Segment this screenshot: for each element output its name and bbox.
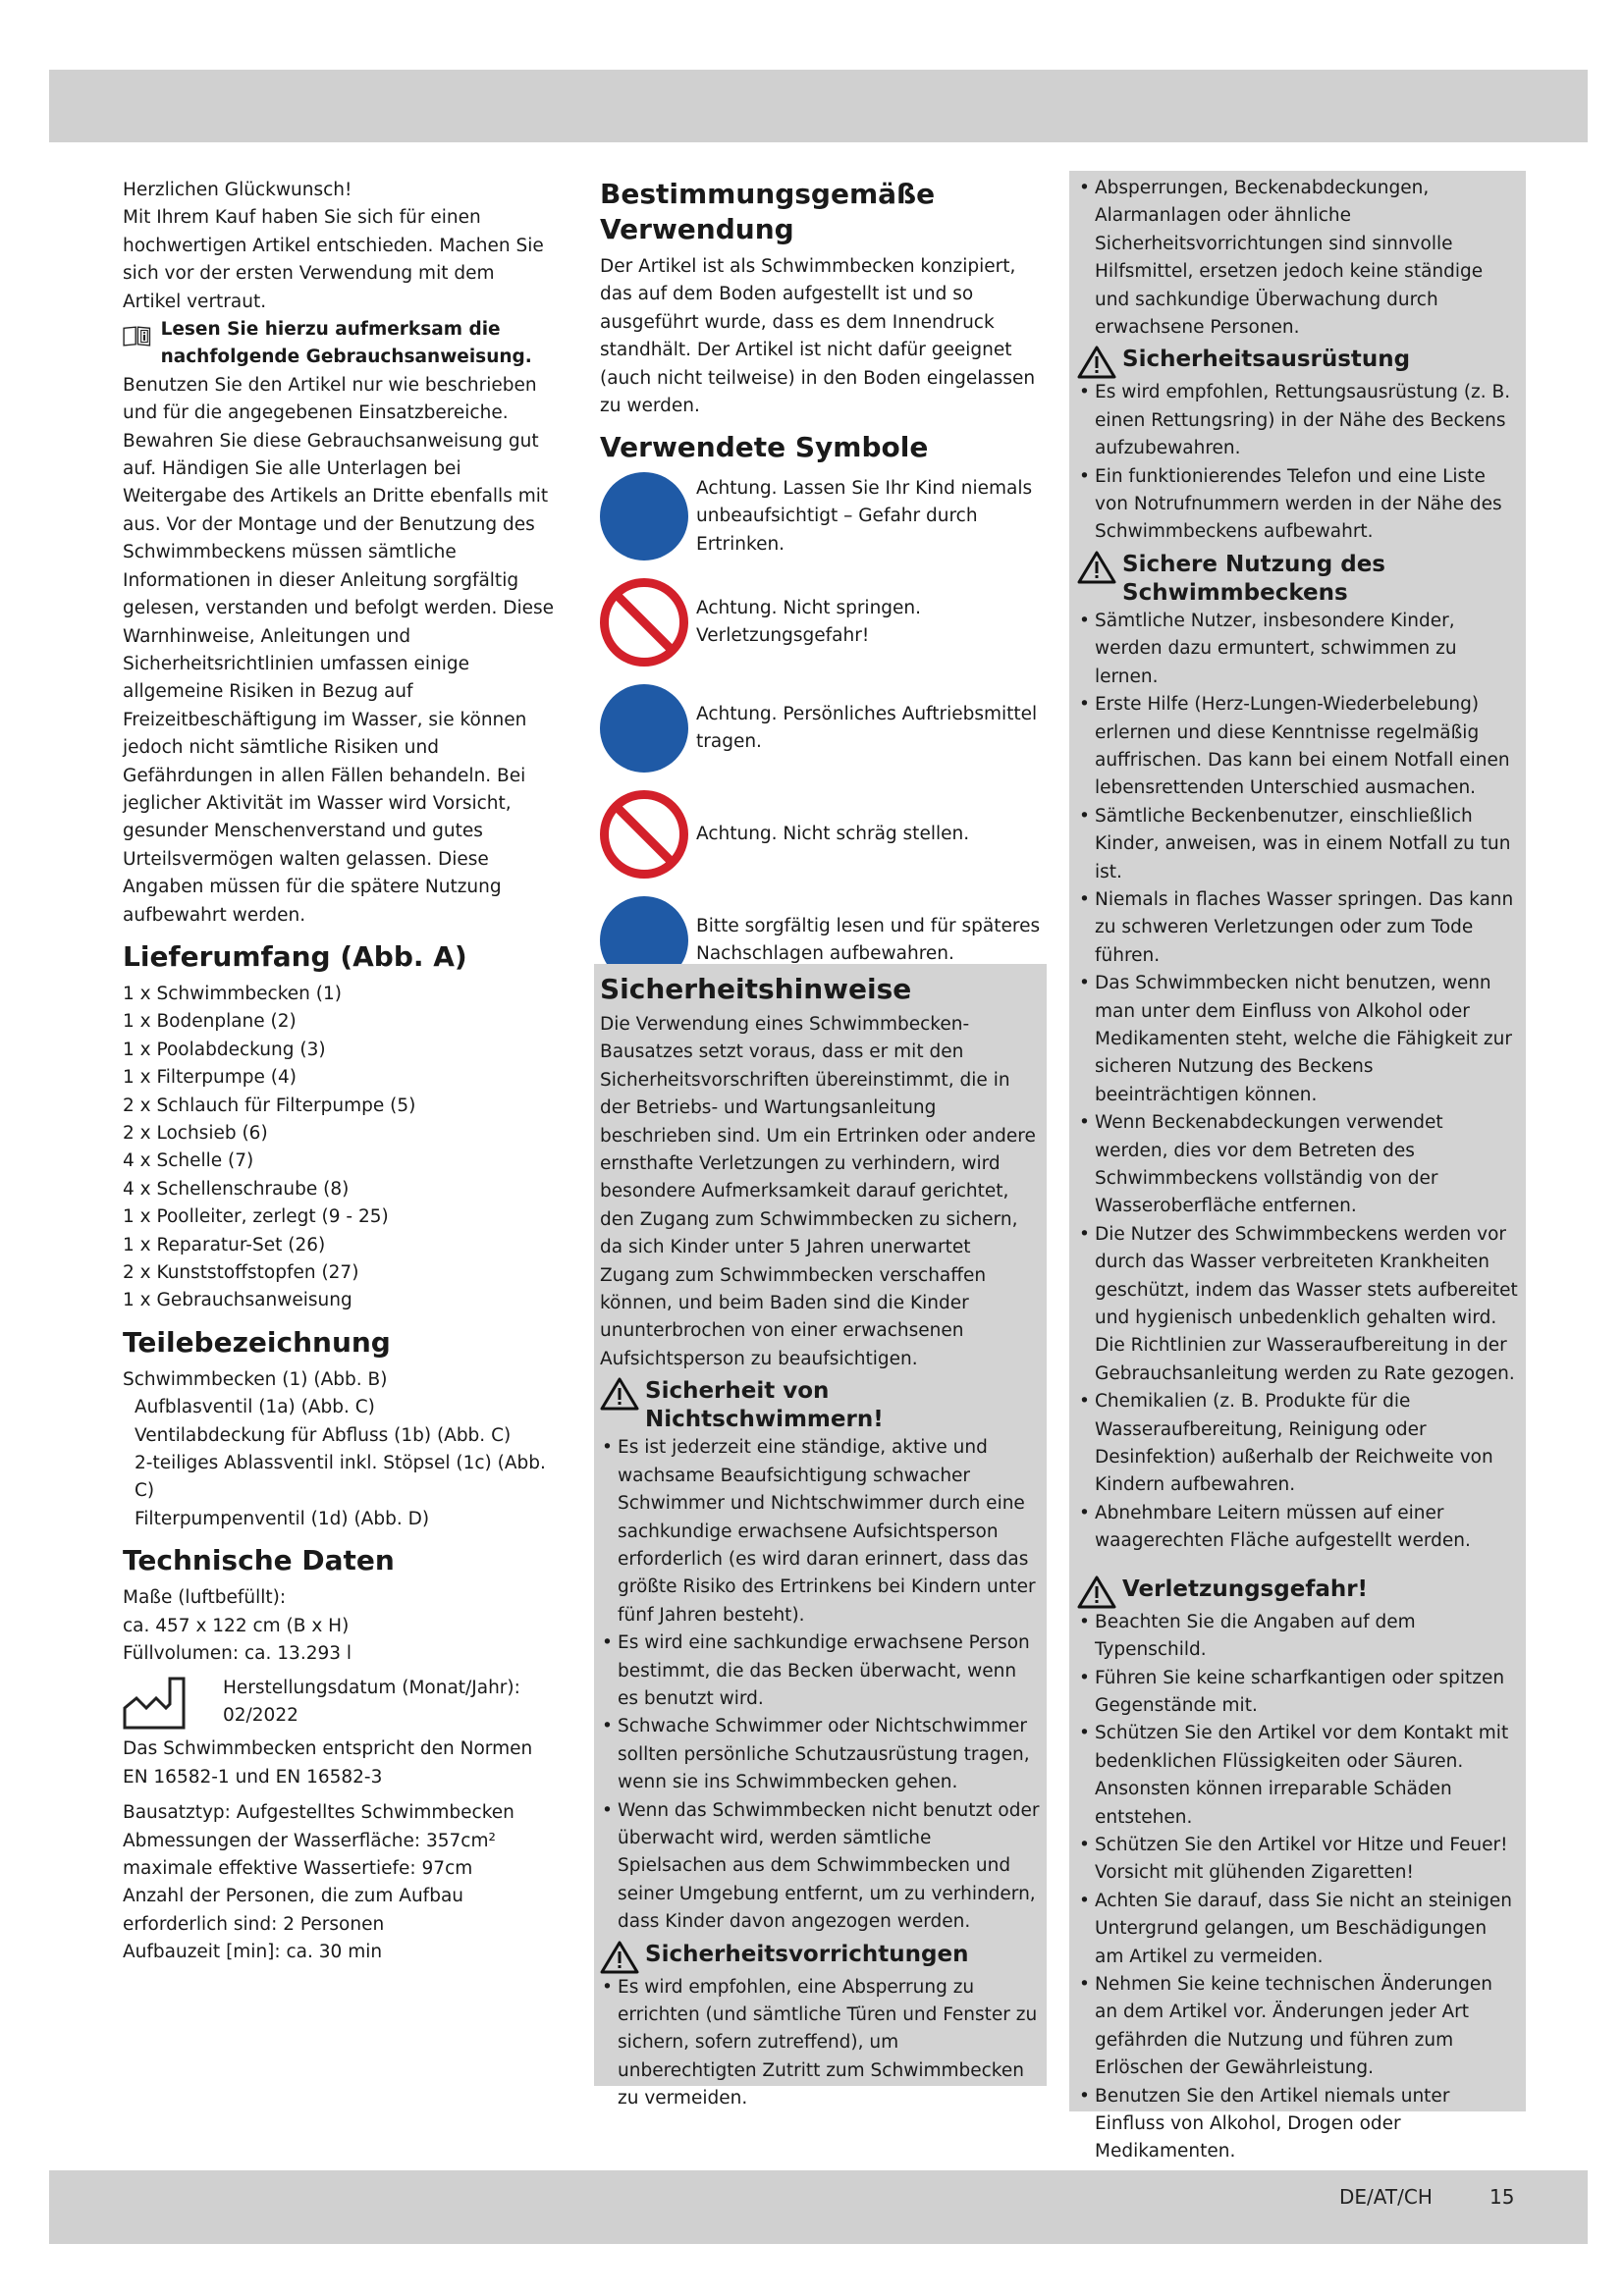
nonswimmer-list [600, 1434, 1041, 1936]
bullet-item: • Es wird empfohlen, eine Absperrung zu errichten (und sämtliche Türen und Fenster zu sichern, sofern zutreffend), um unberechtigten Zutritt zum Schwimmbecken zu vermeiden. [600, 1974, 1041, 2113]
nonswimmer-heading [600, 1377, 1041, 1434]
tech-line: ca. 457 x 122 cm (B x H) [123, 1615, 350, 1636]
symbol-item [600, 789, 1042, 880]
scope-item: 1 x Filterpumpe (4) [123, 1067, 297, 1089]
bullet-item: • Die Nutzer des Schwimmbeckens werden vor durch das Wasser verbreiteten Krankheiten geschützt, indem das Wasser stets aufbereitet und hygienisch unbedenklich gehalten wird. Die Richtlinien zur Wasseraufbereitung in der Gebrauchsanleitung werden zu Rate gezogen. [1077, 1221, 1518, 1388]
devices-title: Sicherheitsvorrichtungen [645, 1941, 969, 1967]
bullet-item: • Sämtliche Nutzer, insbesondere Kinder, werden dazu ermuntert, schwimmen zu lernen. [1077, 608, 1518, 691]
scope-heading: Lieferumfang (Abb. A) [123, 939, 467, 973]
intended-use-text: Der Artikel ist als Schwimmbecken konzipiert, das auf dem Boden aufgestellt ist und so ausgeführt wurde, dass es dem Innendruck standhält. Der Artikel ist nicht dafür geeignet (auch nicht teilweise) in den Boden eingelassen zu werden. [600, 256, 1036, 417]
header-band [49, 70, 1588, 142]
devices-list [600, 1974, 1041, 2113]
equipment-heading [1077, 346, 1518, 379]
warning-icon [1077, 346, 1116, 379]
symbol-text: Achtung. Nicht springen. Verletzungsgefahr! [696, 598, 922, 647]
symbol-text: Achtung. Nicht schräg stellen. [696, 824, 970, 845]
bullet-item: • Ein funktionierendes Telefon und eine Liste von Notrufnummern werden in der Nähe des Schwimmbeckens aufbewahrt. [1077, 463, 1518, 547]
book-info-icon [123, 316, 151, 355]
tech-line: Maße (luftbefüllt): [123, 1587, 287, 1609]
scope-item: 2 x Kunststoffstopfen (27) [123, 1262, 359, 1284]
bullet-item: • Abnehmbare Leitern müssen auf einer waagerechten Fläche aufgestellt werden. [1077, 1500, 1518, 1556]
intro-text: Mit Ihrem Kauf haben Sie sich für einen hochwertigen Artikel entschieden. Machen Sie sich vor der ersten Verwendung mit dem Artikel vertraut. [123, 207, 544, 312]
scope-item: 1 x Poolabdeckung (3) [123, 1039, 326, 1060]
bullet-item: • Schwache Schwimmer oder Nichtschwimmer sollten persönliche Schutzausrüstung tragen, wenn sie ins Schwimmbecken gehen. [600, 1713, 1041, 1796]
tech-heading: Technische Daten [123, 1544, 395, 1577]
symbol-item [600, 577, 1042, 667]
warning-icon [600, 1377, 639, 1411]
column-2 [600, 177, 1042, 1001]
symbol-text: Bitte sorgfältig lesen und für späteres Nachschlagen aufbewahren. [696, 916, 1041, 965]
bullet-item: • Schützen Sie den Artikel vor Hitze und Feuer! Vorsicht mit glühenden Zigaretten! [1077, 1832, 1518, 1888]
general-text: Benutzen Sie den Artikel nur wie beschrieben und für die angegebenen Einsatzbereiche. Bewahren Sie diese Gebrauchsanweisung gut auf. Händigen Sie alle Unterlagen bei Weitergabe des Artikels an Dritte ebenfalls mit aus. Vor der Montage und der Benutzung des Schwimmbeckens müssen sämtliche Informationen in dieser Anleitung sorgfältig gelesen, verstanden und befolgt werden. Diese Warnhinweise, Anleitungen und Sicherheitsrichtlinien umfassen einige allgemeine Risiken in Bezug auf Freizeitbeschäftigung im Wasser, sie können jedoch nicht sämtliche Risiken und Gefährdungen in allen Fällen behandeln. Bei jeglicher Aktivität im Wasser wird Vorsicht, gesunder Menschenverstand und gutes Urteilsvermögen walten gelassen. Diese Angaben müssen für die spätere Nutzung aufbewahrt werden. [123, 374, 555, 926]
intro-greeting: Herzlichen Glückwunsch! [123, 180, 352, 200]
norms [123, 1735, 555, 1791]
child-supervision-icon [600, 472, 688, 561]
scope-item: 1 x Schwimmbecken (1) [123, 983, 342, 1004]
bullet-item: • Beachten Sie die Angaben auf dem Typenschild. [1077, 1609, 1518, 1665]
barrier-list [1077, 175, 1518, 342]
bullet-item: • Das Schwimmbecken nicht benutzen, wenn man unter dem Einfluss von Alkohol oder Medikamenten steht, welche die Fähigkeit zur sicheren Nutzung des Beckens beeinträchtigen können. [1077, 970, 1518, 1109]
bullet-item: • Chemikalien (z. B. Produkte für die Wasseraufbereitung, Reinigung oder Desinfektion) außerhalb der Reichweite von Kindern aufbewahren. [1077, 1388, 1518, 1500]
parts-list [123, 1366, 555, 1533]
scope-item: 4 x Schelle (7) [123, 1150, 254, 1172]
part-item: Aufblasventil (1a) (Abb. C) [135, 1397, 375, 1418]
scope-item: 1 x Poolleiter, zerlegt (9 - 25) [123, 1206, 389, 1228]
part-item: Ventilabdeckung für Abfluss (1b) (Abb. C) [135, 1424, 512, 1446]
tech-dimensions [123, 1584, 555, 1668]
bullet-item: • Niemals in flaches Wasser springen. Das kann zu schweren Verletzungen oder zum Tode führen. [1077, 886, 1518, 970]
manufacture-label: Herstellungsdatum (Monat/Jahr): [223, 1677, 520, 1698]
bullet-item: • Es wird empfohlen, Rettungsausrüstung (z. B. einen Rettungsring) in der Nähe des Beckens aufzubewahren. [1077, 379, 1518, 462]
injury-title: Verletzungsgefahr! [1122, 1575, 1369, 1602]
equipment-title: Sicherheitsausrüstung [1122, 347, 1411, 373]
scope-item: 2 x Schlauch für Filterpumpe (5) [123, 1095, 416, 1116]
bullet-item: • Es wird eine sachkundige erwachsene Person bestimmt, die das Becken überwacht, wenn es benutzt wird. [600, 1629, 1041, 1713]
scope-list [123, 981, 555, 1315]
read-note-text: Lesen Sie hierzu aufmerksam die nachfolgende Gebrauchsanweisung. [160, 319, 532, 368]
bullet-item: • Wenn Beckenabdeckungen verwendet werden, dies vor dem Betreten des Schwimmbeckens vollständig von der Wasseroberfläche entfernen. [1077, 1109, 1518, 1221]
read-note [123, 316, 555, 372]
life-jacket-icon [600, 684, 688, 773]
symbols-heading: Verwendete Symbole [600, 431, 929, 464]
bullet-item: • Absperrungen, Beckenabdeckungen, Alarmanlagen oder ähnliche Sicherheitsvorrichtungen sind sinnvolle Hilfsmittel, ersetzen jedoch keine ständige und sachkundige Überwachung durch erwachsene Personen. [1077, 175, 1518, 342]
warning-icon [1077, 1575, 1116, 1609]
nonswimmer-title: Sicherheit von Nichtschwimmern! [645, 1378, 884, 1433]
intended-use-heading: Bestimmungsgemäße Verwendung [600, 178, 936, 245]
safe-use-list [1077, 608, 1518, 1556]
bullet-item: • Sämtliche Beckenbenutzer, einschließlich Kinder, anweisen, was in einem Notfall zu tun ist. [1077, 803, 1518, 886]
warning-icon [1077, 551, 1116, 584]
scope-item: 1 x Gebrauchsanweisung [123, 1290, 352, 1311]
injury-list [1077, 1609, 1518, 2166]
factory-icon [123, 1675, 188, 1730]
tech-details [123, 1799, 555, 1966]
symbol-item [600, 683, 1042, 774]
bullet-item: • Schützen Sie den Artikel vor dem Kontakt mit bedenklichen Flüssigkeiten oder Säuren. Ansonsten können irreparable Schäden entstehen. [1077, 1720, 1518, 1832]
symbol-item [600, 471, 1042, 561]
injury-heading [1077, 1575, 1518, 1609]
tech-line: Anzahl der Personen, die zum Aufbau erforderlich sind: 2 Personen [123, 1886, 464, 1935]
safety-text: Die Verwendung eines Schwimmbecken-Bausatzes setzt voraus, dass er mit den Sicherheitsvorschriften übereinstimmt, die in der Betriebs- und Wartungsanleitung beschrieben sind. Um ein Ertrinken oder andere ernsthafte Verletzungen zu verhindern, wird besondere Aufmerksamkeit darauf gerichtet, den Zugang zum Schwimmbecken zu sichern, da sich Kinder unter 5 Jahren unerwartet Zugang zum Schwimmbecken verschaffen können, und beim Baden sind die Kinder ununterbrochen von einer erwachsenen Aufsichtsperson zu beaufsichtigen. [600, 1014, 1036, 1369]
manufacture-date [123, 1675, 555, 1731]
bullet-item: • Benutzen Sie den Artikel niemals unter Einfluss von Alkohol, Drogen oder Medikamenten. [1077, 2083, 1518, 2166]
norm-line: EN 16582-1 und EN 16582-3 [123, 1766, 383, 1788]
scope-item: 1 x Reparatur-Set (26) [123, 1234, 326, 1255]
parts-heading: Teilebezeichnung [123, 1325, 391, 1359]
devices-heading [600, 1941, 1041, 1974]
bullet-item: • Nehmen Sie keine technischen Änderungen an dem Artikel vor. Änderungen jeder Art gefährden die Nutzung und führen zum Erlöschen der Gewährleistung. [1077, 1971, 1518, 2083]
tech-line: Aufbauzeit [min]: ca. 30 min [123, 1942, 383, 1963]
part-item: Schwimmbecken (1) (Abb. B) [123, 1368, 388, 1390]
tech-line: maximale effektive Wassertiefe: 97cm [123, 1857, 473, 1879]
safe-use-heading [1077, 551, 1518, 608]
bullet-item: • Es ist jederzeit eine ständige, aktive und wachsame Beaufsichtigung schwacher Schwimmer und Nichtschwimmer durch eine sachkundige erwachsene Aufsichtsperson erforderlich (es wird daran erinnert, dass das größte Risiko des Ertrinkens bei Kindern unter fünf Jahren besteht). [600, 1434, 1041, 1629]
column-1 [123, 177, 555, 1967]
page-number: 15 [1489, 2185, 1515, 2209]
manufacture-value: 02/2022 [223, 1704, 298, 1726]
safety-heading: Sicherheitshinweise [600, 973, 912, 1005]
part-item: Filterpumpenventil (1d) (Abb. D) [135, 1508, 430, 1529]
bullet-item: • Erste Hilfe (Herz-Lungen-Wiederbelebung) erlernen und diese Kenntnisse regelmäßig auffrischen. Das kann bei einem Notfall einen lebensrettenden Unterschied ausmachen. [1077, 691, 1518, 803]
scope-item: 4 x Schellenschraube (8) [123, 1178, 350, 1200]
no-diving-icon [600, 578, 688, 667]
tech-line: Bausatztyp: Aufgestelltes Schwimmbecken [123, 1802, 514, 1824]
column-3 [1069, 171, 1526, 2163]
symbol-text: Achtung. Persönliches Auftriebsmittel tragen. [696, 704, 1038, 753]
safety-box [594, 964, 1047, 2109]
symbol-text: Achtung. Lassen Sie Ihr Kind niemals unbeaufsichtigt – Gefahr durch Ertrinken. [696, 477, 1033, 555]
warning-icon [600, 1941, 639, 1974]
bullet-item: • Achten Sie darauf, dass Sie nicht an steinigen Untergrund gelangen, um Beschädigungen am Artikel zu vermeiden. [1077, 1888, 1518, 1971]
scope-item: 2 x Lochsieb (6) [123, 1123, 268, 1144]
equipment-list [1077, 379, 1518, 546]
bullet-item: • Führen Sie keine scharfkantigen oder spitzen Gegenstände mit. [1077, 1665, 1518, 1721]
tech-line: Abmessungen der Wasserfläche: 357cm² [123, 1830, 496, 1851]
no-slope-icon [600, 790, 688, 879]
safe-use-title: Sichere Nutzung des Schwimmbeckens [1122, 551, 1385, 606]
part-item: 2-teiliges Ablassventil inkl. Stöpsel (1c) (Abb. C) [135, 1453, 546, 1502]
scope-item: 1 x Bodenplane (2) [123, 1011, 297, 1033]
footer-region: DE/AT/CH [1339, 2185, 1433, 2209]
tech-line: Füllvolumen: ca. 13.293 l [123, 1643, 352, 1665]
norm-line: Das Schwimmbecken entspricht den Normen [123, 1738, 533, 1760]
symbols-list [600, 471, 1042, 986]
bullet-item: • Wenn das Schwimmbecken nicht benutzt oder überwacht wird, werden sämtliche Spielsachen aus dem Schwimmbecken und seiner Umgebung entfernt, um zu verhindern, dass Kinder davon angezogen werden. [600, 1797, 1041, 1937]
